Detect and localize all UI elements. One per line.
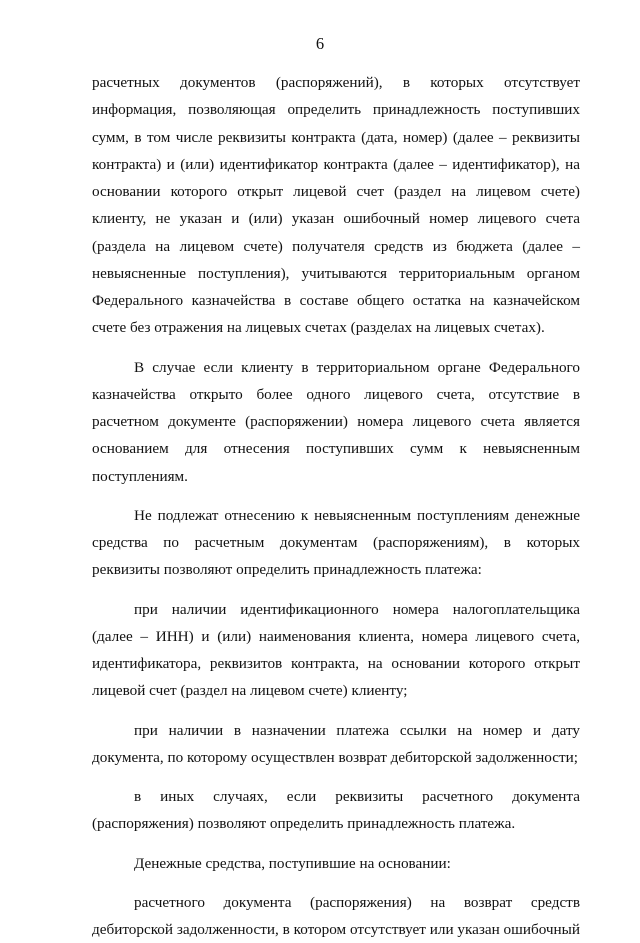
paragraph-unrecognized-receipts: расчетных документов (распоряжений), в которых отсутствует информация, позволяющая определить принадлежность поступивших сумм, в том числе реквизиты контракта (дата, номер) (далее – реквизиты контракта) и (или) идентификатор контракта (далее – идентификатор), на основании которого открыт лицевой счет (раздел на лицевом счете) клиенту, не указан и (или) указан ошибочный номер лицевого счета (раздела на лицевом счете) получателя средств из бюджета (далее – невыясненные поступления), учитываются территориальным органом Федерального казначейства в составе общего остатка на казначейском счете без отражения на лицевых счетах (разделах на лицевых счетах).: [92, 74, 580, 337]
page-body: [92, 69, 580, 943]
paragraph-multiple-accounts: В случае если клиенту в территориальном органе Федерального казначейства открыто более одного лицевого счета, отсутствие в расчетном документе (распоряжении) номера лицевого счета является основанием для отнесения поступивших сумм к невыясненным поступлениям.: [92, 358, 580, 485]
paragraph-not-subject: Не подлежат отнесению к невыясненным поступлениям денежные средства по расчетным документам (распоряжениям), в которых реквизиты позволяют определить принадлежность платежа:: [92, 506, 580, 579]
paragraph-other-cases: в иных случаях, если реквизиты расчетного документа (распоряжения) позволяют определить принадлежность платежа.: [92, 788, 580, 833]
page-number: 6: [315, 34, 325, 53]
paragraph-payment-reference: при наличии в назначении платежа ссылки на номер и дату документа, по которому осуществлен возврат дебиторской задолженности;: [92, 721, 580, 766]
paragraph-inn-condition: при наличии идентификационного номера налогоплательщика (далее – ИНН) и (или) наименования клиента, номера лицевого счета, идентификатора, реквизитов контракта, на основании которого открыт лицевой счет (раздел на лицевом счете) клиенту;: [92, 600, 580, 700]
paragraph-refund-document: расчетного документа (распоряжения) на возврат средств дебиторской задолженности, в котором отсутствует или указан ошибочный: [92, 893, 580, 938]
paragraph-funds-received: Денежные средства, поступившие на основании:: [134, 854, 451, 872]
